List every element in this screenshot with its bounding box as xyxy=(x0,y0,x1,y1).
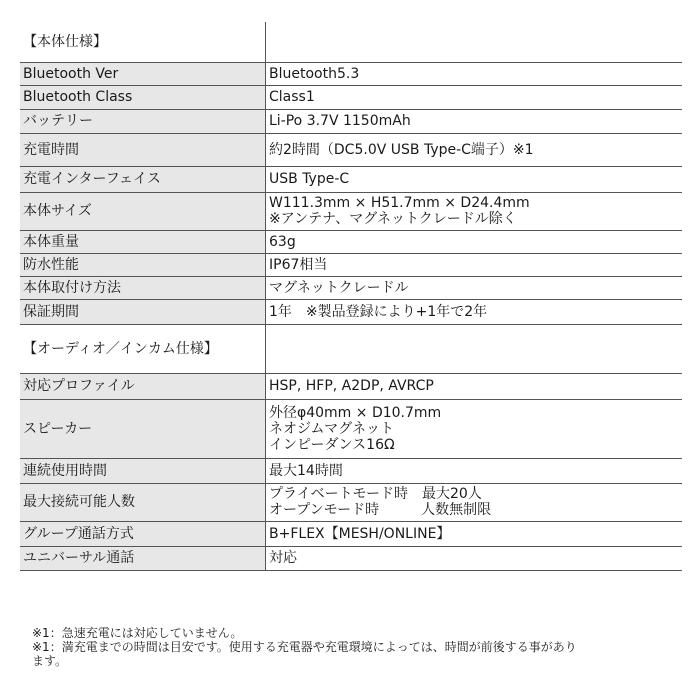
spec-value xyxy=(266,166,683,192)
spec-row xyxy=(20,230,682,253)
spec-label: バッテリー xyxy=(20,109,266,133)
footnote-line: ※1：満充電までの時間は目安です。使用する充電器や充電環境によっては、時間が前後する事があり xyxy=(32,640,577,654)
spec-label: Bluetooth Class xyxy=(20,85,266,109)
spec-value-line: IP67相当 xyxy=(269,256,328,273)
spec-label: 防水性能 xyxy=(20,253,266,276)
spec-value xyxy=(266,230,683,253)
spec-label: ユニバーサル通話 xyxy=(20,546,266,570)
spec-value-line: Class1 xyxy=(269,89,315,105)
footnote-line: ※1：急速充電には対応していません。 xyxy=(32,626,243,640)
spec-value-line: Li-Po 3.7V 1150mAh xyxy=(269,113,411,129)
spec-value-line: マグネットクレードル xyxy=(269,279,409,296)
section-title-blank xyxy=(266,324,683,373)
spec-row xyxy=(20,399,682,458)
spec-label: Bluetooth Ver xyxy=(20,62,266,85)
spec-label: 保証期間 xyxy=(20,299,266,324)
spec-value xyxy=(266,483,683,521)
spec-label: 連続使用時間 xyxy=(20,458,266,483)
spec-row xyxy=(20,458,682,483)
spec-label: 充電インターフェイス xyxy=(20,166,266,192)
spec-value-line: B+FLEX【MESH/ONLINE】 xyxy=(269,525,451,542)
spec-value-line: オープンモード時 人数無制限 xyxy=(269,502,492,518)
spec-value xyxy=(266,133,683,166)
spec-label: 本体重量 xyxy=(20,230,266,253)
spec-value xyxy=(266,192,683,230)
spec-value-line: 最大14時間 xyxy=(269,462,343,479)
spec-value-line: HSP, HFP, A2DP, AVRCP xyxy=(269,378,434,394)
spec-table-body xyxy=(20,22,682,570)
spec-row xyxy=(20,546,682,570)
spec-value-line: 対応 xyxy=(269,550,297,566)
spec-table xyxy=(20,22,682,571)
spec-row xyxy=(20,253,682,276)
spec-label: 最大接続可能人数 xyxy=(20,483,266,521)
spec-value-line: W111.3mm × H51.7mm × D24.4mm xyxy=(269,195,530,211)
spec-row xyxy=(20,62,682,85)
spec-row xyxy=(20,483,682,521)
spec-label: 対応プロファイル xyxy=(20,373,266,399)
footnotes xyxy=(32,626,682,668)
spec-value-line: ネオジムマグネット xyxy=(269,420,395,437)
section-title-blank xyxy=(266,22,683,62)
spec-value xyxy=(266,299,683,324)
spec-row xyxy=(20,276,682,299)
section-title: 【本体仕様】 xyxy=(20,22,266,62)
spec-row xyxy=(20,192,682,230)
spec-label: グループ通話方式 xyxy=(20,521,266,546)
spec-value xyxy=(266,253,683,276)
spec-label: 本体サイズ xyxy=(20,192,266,230)
spec-label: 本体取付け方法 xyxy=(20,276,266,299)
spec-value xyxy=(266,458,683,483)
spec-row xyxy=(20,166,682,192)
spec-value xyxy=(266,373,683,399)
spec-value xyxy=(266,62,683,85)
spec-value-line: ※アンテナ、マグネットクレードル除く xyxy=(269,211,517,227)
section-title: 【オーディオ／インカム仕様】 xyxy=(20,324,266,373)
spec-value xyxy=(266,546,683,570)
spec-label: スピーカー xyxy=(20,399,266,458)
spec-row xyxy=(20,109,682,133)
spec-value xyxy=(266,276,683,299)
spec-row xyxy=(20,521,682,546)
spec-value-line: USB Type-C xyxy=(269,171,350,187)
spec-value xyxy=(266,399,683,458)
spec-value xyxy=(266,521,683,546)
spec-value-line: プライベートモード時 最大20人 xyxy=(269,486,482,502)
spec-value-line: 1年 ※製品登録により+1年で2年 xyxy=(269,303,488,320)
footnote-line: ます。 xyxy=(32,654,68,668)
spec-value-line: 外径φ40mm × D10.7mm xyxy=(269,404,442,421)
spec-row xyxy=(20,299,682,324)
spec-value-line: 63g xyxy=(269,233,296,250)
spec-value-line: インピーダンス16Ω xyxy=(269,436,395,453)
spec-value xyxy=(266,85,683,109)
section-header-row xyxy=(20,22,682,62)
spec-value-line: 約2時間（DC5.0V USB Type-C端子）※1 xyxy=(269,141,534,158)
spec-label: 充電時間 xyxy=(20,133,266,166)
spec-row xyxy=(20,133,682,166)
spec-row xyxy=(20,373,682,399)
spec-value-line: Bluetooth5.3 xyxy=(269,65,360,82)
spec-row xyxy=(20,85,682,109)
spec-value xyxy=(266,109,683,133)
section-header-row xyxy=(20,324,682,373)
